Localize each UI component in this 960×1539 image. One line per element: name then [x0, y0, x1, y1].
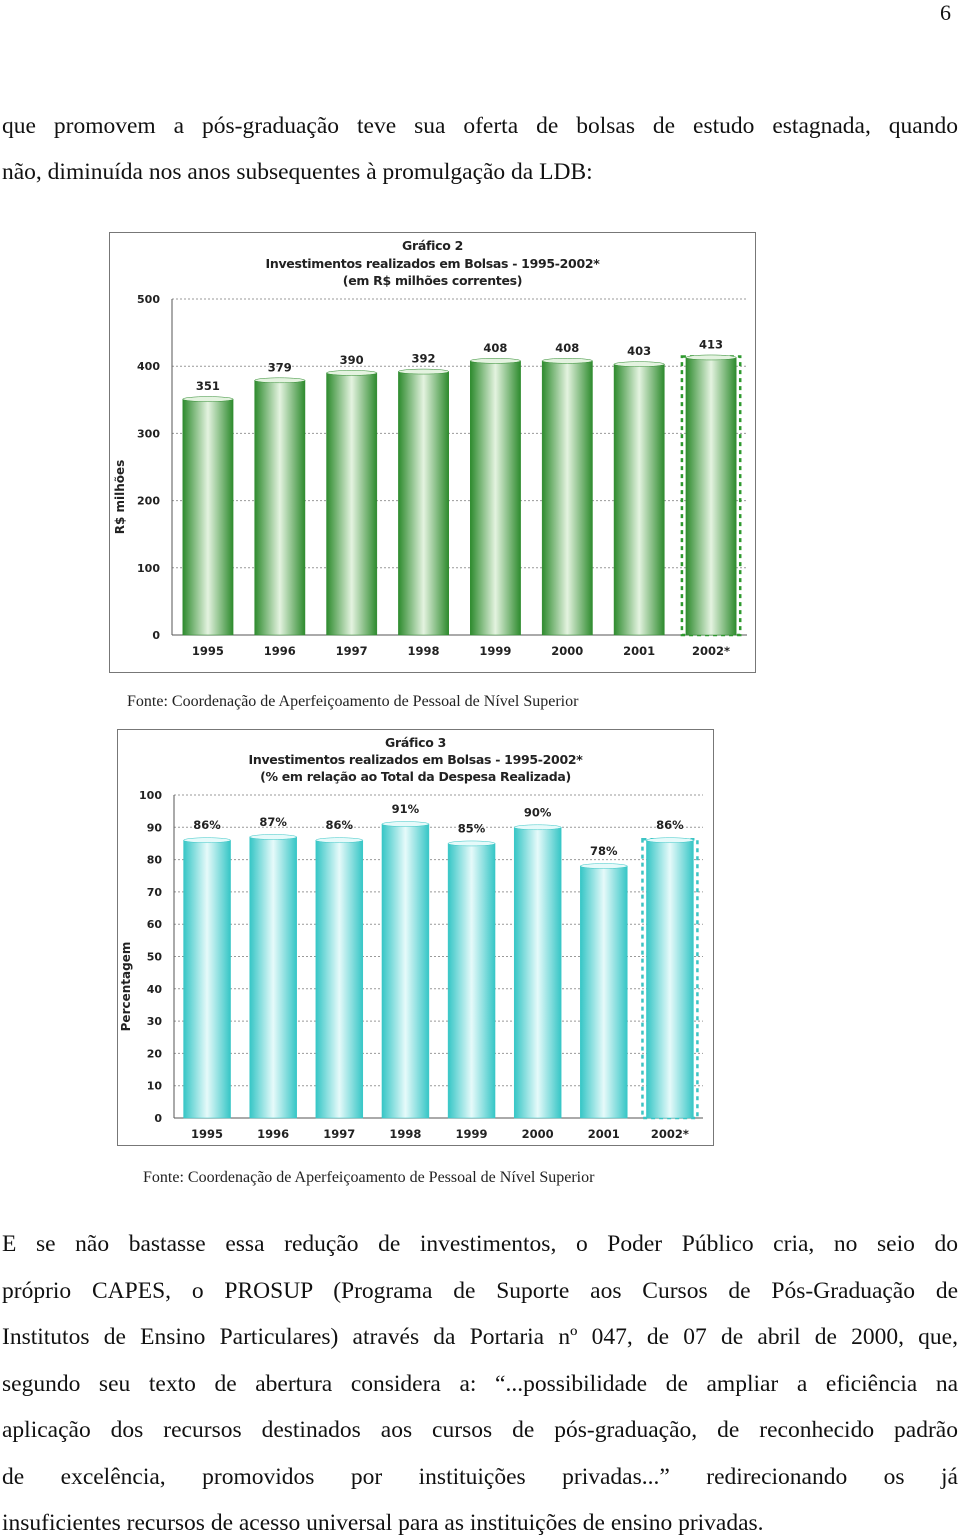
bar-2002 [646, 840, 693, 1118]
y-tick-label: 200 [137, 494, 160, 508]
y-tick-label: 10 [146, 1079, 162, 1093]
bar-1999 [470, 361, 520, 635]
bar-cap [250, 834, 297, 839]
y-tick-label: 90 [146, 821, 162, 835]
chart2-plot [110, 233, 757, 674]
bar-cap [382, 822, 429, 827]
data-label: 408 [555, 340, 580, 355]
bar-cap [686, 355, 736, 360]
bar-cap [580, 864, 627, 869]
y-tick-label: 40 [146, 982, 162, 996]
body-line-1: E se não bastasse essa redução de investimentos, o Poder Público cria, no seio do [2, 1231, 958, 1257]
y-tick-label: 500 [137, 293, 160, 306]
chart2-subtitle-1: Investimentos realizados em Bolsas - 1995-2002* [265, 256, 600, 271]
bar-2001 [580, 866, 627, 1118]
bar-cap [255, 378, 305, 383]
x-tick-label: 1995 [191, 1127, 224, 1141]
y-tick-label: 20 [146, 1047, 162, 1061]
chart3-source: Fonte: Coordenação de Aperfeiçoamento de Pessoal de Nível Superior [143, 1169, 595, 1186]
y-tick-label: 30 [146, 1015, 162, 1029]
chart2-subtitle-2: (em R$ milhões correntes) [342, 273, 523, 288]
body-line-4: segundo seu texto de abertura considera a: “...possibilidade de ampliar a eficiência na [2, 1371, 958, 1397]
bar-cap [514, 825, 561, 830]
data-label: 85% [457, 821, 486, 836]
x-tick-label: 2002* [650, 1127, 689, 1141]
y-tick-label: 0 [154, 1112, 162, 1125]
bar-cap [448, 841, 495, 846]
chart-grafico-2 [109, 232, 756, 673]
data-label: 86% [325, 818, 354, 833]
data-label: 78% [590, 844, 618, 859]
x-tick-label: 2001 [587, 1127, 620, 1141]
y-tick-label: 100 [137, 561, 160, 575]
bar-1997 [316, 840, 363, 1118]
y-tick-label: 100 [139, 789, 162, 802]
body-line-3: Institutos de Ensino Particulares) através da Portaria nº 047, de 07 de abril de 2000, que, [2, 1324, 958, 1350]
bar-2000 [514, 827, 561, 1118]
bar-1995 [183, 399, 233, 635]
bar-cap [646, 838, 693, 843]
x-tick-label: 1999 [479, 644, 512, 658]
data-label: 86% [656, 818, 684, 833]
data-label: 413 [699, 337, 724, 352]
x-tick-label: 1996 [263, 644, 296, 658]
x-tick-label: 2000 [551, 644, 584, 658]
x-tick-label: 1998 [407, 644, 440, 658]
body-line-7: insuficientes recursos de acesso universal para as instituições de ensino privadas. [2, 1510, 764, 1536]
y-tick-label: 300 [137, 427, 160, 441]
data-label: 408 [483, 340, 508, 355]
data-label: 392 [411, 351, 436, 366]
y-tick-label: 400 [137, 360, 160, 374]
bar-cap [398, 369, 448, 374]
bar-1999 [448, 843, 495, 1118]
y-axis-label: Percentagem [119, 941, 133, 1032]
bar-cap [316, 838, 363, 843]
x-tick-label: 1999 [455, 1127, 488, 1141]
chart3-plot [118, 730, 715, 1147]
data-label: 351 [195, 379, 220, 394]
chart3-subtitle-2: (% em relação ao Total da Despesa Realizada) [260, 769, 571, 784]
bar-cap [470, 358, 520, 363]
x-tick-label: 1998 [389, 1127, 422, 1141]
intro-line-2: não, diminuída nos anos subsequentes à promulgação da LDB: [2, 159, 593, 185]
chart2-source: Fonte: Coordenação de Aperfeiçoamento de Pessoal de Nível Superior [127, 693, 579, 710]
chart2-title: Gráfico 2 [402, 238, 463, 253]
y-tick-label: 80 [146, 853, 162, 867]
body-line-5: aplicação dos recursos destinados aos cursos de pós-graduação, de reconhecido padrão [2, 1417, 958, 1443]
x-tick-label: 2000 [521, 1127, 554, 1141]
y-tick-label: 60 [146, 918, 162, 932]
body-line-2: próprio CAPES, o PROSUP (Programa de Suporte aos Cursos de Pós-Graduação de [2, 1278, 958, 1304]
x-tick-label: 2001 [623, 644, 656, 658]
y-tick-label: 70 [146, 885, 162, 899]
bar-cap [183, 397, 233, 402]
chart3-subtitle-1: Investimentos realizados em Bolsas - 1995-2002* [248, 752, 583, 767]
data-label: 90% [523, 805, 552, 820]
bar-2002 [686, 357, 736, 635]
data-label: 91% [391, 802, 420, 817]
bar-cap [327, 370, 377, 375]
bar-cap [542, 358, 592, 363]
chart-grafico-3 [117, 729, 714, 1146]
y-tick-label: 50 [146, 950, 162, 964]
y-tick-label: 0 [152, 629, 160, 642]
x-tick-label: 2002* [692, 644, 731, 658]
data-label: 403 [627, 344, 652, 359]
bar-1996 [255, 380, 305, 635]
data-label: 379 [267, 360, 292, 375]
x-tick-label: 1996 [257, 1127, 290, 1141]
bar-cap [184, 838, 231, 843]
intro-line-1: que promovem a pós-graduação teve sua oferta de bolsas de estudo estagnada, quando [2, 113, 958, 139]
x-tick-label: 1997 [323, 1127, 356, 1141]
bar-1995 [184, 840, 231, 1118]
bar-cap [614, 362, 664, 367]
bar-1997 [327, 373, 377, 635]
bar-2000 [542, 361, 592, 635]
body-line-6: de excelência, promovidos por instituições privadas...” redirecionando os já [2, 1464, 958, 1490]
bar-1998 [398, 372, 448, 635]
page-number: 6 [940, 0, 951, 25]
chart3-title: Gráfico 3 [385, 735, 446, 750]
y-axis-label: R$ milhões [113, 459, 127, 535]
bar-1996 [250, 837, 297, 1118]
data-label: 390 [339, 352, 364, 367]
x-tick-label: 1997 [335, 644, 368, 658]
bar-1998 [382, 824, 429, 1118]
data-label: 86% [193, 818, 221, 833]
data-label: 87% [259, 814, 287, 829]
bar-2001 [614, 364, 664, 635]
x-tick-label: 1995 [191, 644, 224, 658]
